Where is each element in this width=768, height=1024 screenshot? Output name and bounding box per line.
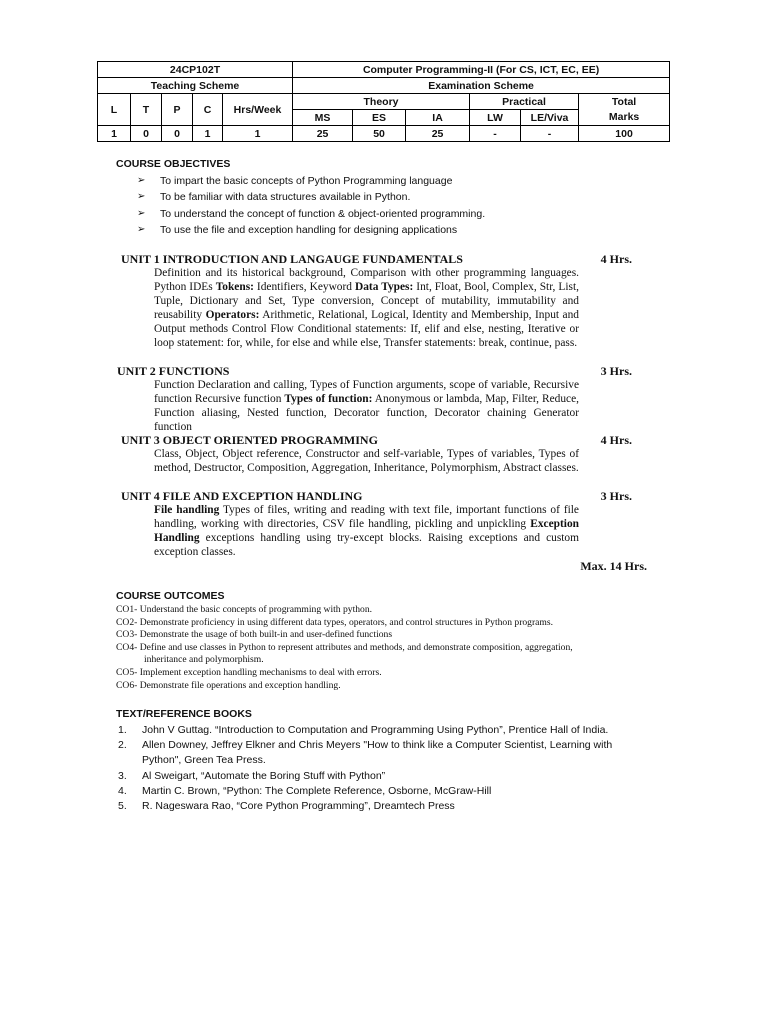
bold-term: Tokens: [215,281,254,293]
header-theory: Theory [293,94,470,110]
list-item [118,769,638,784]
outcomes-list [116,604,636,692]
objective-text: To impart the basic concepts of Python Programming language [160,175,453,187]
objective-text: To use the file and exception handling for designing applications [160,223,458,236]
bold-term: Data Types: [355,281,414,293]
outcomes-heading: COURSE OUTCOMES [116,590,225,602]
list-item: CO6- Demonstrate file operations and exception handling. [116,679,341,691]
text-run: Arithmetic, Relational, Logical, Identity and Membership, Input and Output methods Control Flow Conditional statements: If, elif and else, nesting, Iterative or loop statement: for, while, for else and while else, Transfer statements: break, continue, pass. [154,309,580,349]
header-practical: Practical [470,94,579,110]
value-lw: - [470,126,521,142]
unit-2-hours: 3 Hrs. [600,364,632,378]
book-text: R. Nageswara Rao, “Core Python Programming”, Dreamtech Press [142,800,455,813]
outcome-text-continued: inheritance and polymorphism. [144,654,264,666]
arrow-bullet-icon: ➢ [137,191,146,203]
header-l: L [98,94,131,126]
value-le-viva: - [521,126,579,142]
bold-term: File handling [154,504,220,516]
value-t: 0 [131,126,162,142]
list-item: CO1- Understand the basic concepts of programming with python. [116,604,373,615]
value-ia: 25 [406,126,470,142]
objective-text: To understand the concept of function & object-oriented programming. [160,207,486,220]
value-l: 1 [98,126,131,142]
value-hrs-week: 1 [223,126,293,142]
unit-1-title: UNIT 1 INTRODUCTION AND LANGAUGE FUNDAMENTALS [121,252,463,266]
course-code: 24CP102T [98,62,293,78]
unit-2-title: UNIT 2 FUNCTIONS [117,364,230,378]
exam-scheme-header: Examination Scheme [293,78,670,94]
book-text: Martin C. Brown, “Python: The Complete Reference, Osborne, McGraw-Hill [142,784,492,797]
list-item [118,784,638,799]
text-run: Function Declaration and calling, Types of Function arguments, scope of variable, Recursive function Recursive function [154,379,579,405]
value-p: 0 [162,126,193,142]
book-number: 3. [118,769,127,782]
unit-4-hours: 3 Hrs. [600,489,632,503]
course-title: Computer Programming-II (For CS, ICT, EC, EE) [293,62,670,78]
value-es: 50 [353,126,406,142]
book-text: John V Guttag. “Introduction to Computation and Programming Using Python”, Prentice Hall of India. [142,724,609,736]
bold-term: Exception Handling [154,518,579,544]
arrow-bullet-icon: ➢ [137,175,146,186]
arrow-bullet-icon: ➢ [137,207,146,219]
text-run: Anonymous or lambda, Map, Filter, Reduce, Function aliasing, Nested function, Decorator function, Decorator chaining Generator function [154,393,579,433]
value-c: 1 [193,126,223,142]
books-list [118,723,638,814]
book-number: 2. [118,739,127,752]
list-item [116,642,636,667]
header-ia: IA [406,110,470,126]
unit-4-content [154,503,579,559]
unit-3-title: UNIT 3 OBJECT ORIENTED PROGRAMMING [121,433,378,447]
header-hrs-week: Hrs/Week [223,94,293,126]
objectives-heading: COURSE OBJECTIVES [116,158,231,170]
header-p: P [162,94,193,126]
list-item: CO3- Demonstrate the usage of both built-in and user-defined functions [116,629,393,641]
header-c: C [193,94,223,126]
value-total: 100 [579,126,670,142]
teaching-scheme-header: Teaching Scheme [98,78,293,94]
list-item [137,190,697,206]
bold-term: Operators: [205,309,260,321]
header-le-viva: LE/Viva [521,110,579,126]
book-text: Allen Downey, Jeffrey Elkner and Chris Meyers "How to think like a Computer Scientist, Learning with Python", Green Tea Press. [142,739,613,767]
book-number: 5. [118,800,127,813]
list-item [118,799,638,814]
list-item [137,223,697,239]
outcome-text: CO4- Define and use classes in Python to represent attributes and methods, and demonstrate composition, aggregation, [116,641,573,653]
text-run: Types of files, writing and reading with text file, important functions of file handling, working with directories, CSV file handling, pickling and unpickling [154,504,579,530]
header-lw: LW [470,110,521,126]
header-es: ES [353,110,406,126]
list-item: CO2- Demonstrate proficiency in using different data types, operators, and control structures in Python programs. [116,616,554,628]
header-t: T [131,94,162,126]
unit-1-hours: 4 Hrs. [600,252,632,266]
objectives-list [137,174,697,239]
books-heading: TEXT/REFERENCE BOOKS [116,708,252,720]
header-marks: Marks [608,110,640,123]
list-item [118,738,638,768]
unit-3-hours: 4 Hrs. [600,433,632,447]
book-number: 4. [118,784,127,797]
text-run: Definition and its historical background, Comparison with other programming languages. Python IDEs [154,267,579,293]
list-item [137,207,697,223]
list-item [137,174,697,190]
unit-3-content [154,447,579,475]
book-text: Al Sweigart, “Automate the Boring Stuff with Python” [142,769,386,782]
unit-4-title: UNIT 4 FILE AND EXCEPTION HANDLING [121,489,363,503]
list-item [118,723,638,738]
course-scheme-table [97,61,670,142]
value-ms: 25 [293,126,353,142]
header-total: Total [611,95,637,108]
text-run: exceptions handling using try-except blocks. Raising exceptions and custom exception classes. [154,532,579,558]
unit-1-content [154,266,579,350]
text-run: Int, Float, Bool, Complex, Str, List, Tuple, Dictionary and Set, Type conversion, Concept of mutability, immutability and reusability [154,281,579,321]
list-item: CO5- Implement exception handling mechanisms to deal with errors. [116,666,382,678]
text-run: Class, Object, Object reference, Constructor and self-variable, Types of variables, Types of method, Destructor, Composition, Aggregation, Inheritance, Polymorphism, Abstract classes. [154,448,579,474]
text-run: Identifiers, Keyword [253,281,355,293]
objective-text: To be familiar with data structures available in Python. [160,191,411,204]
header-ms: MS [293,110,353,126]
max-hours: Max. 14 Hrs. [580,559,647,573]
bold-term: Types of function: [284,393,373,405]
header-total-marks [579,94,670,126]
unit-2-content [154,378,579,434]
arrow-bullet-icon: ➢ [137,223,146,235]
book-number: 1. [118,724,127,736]
